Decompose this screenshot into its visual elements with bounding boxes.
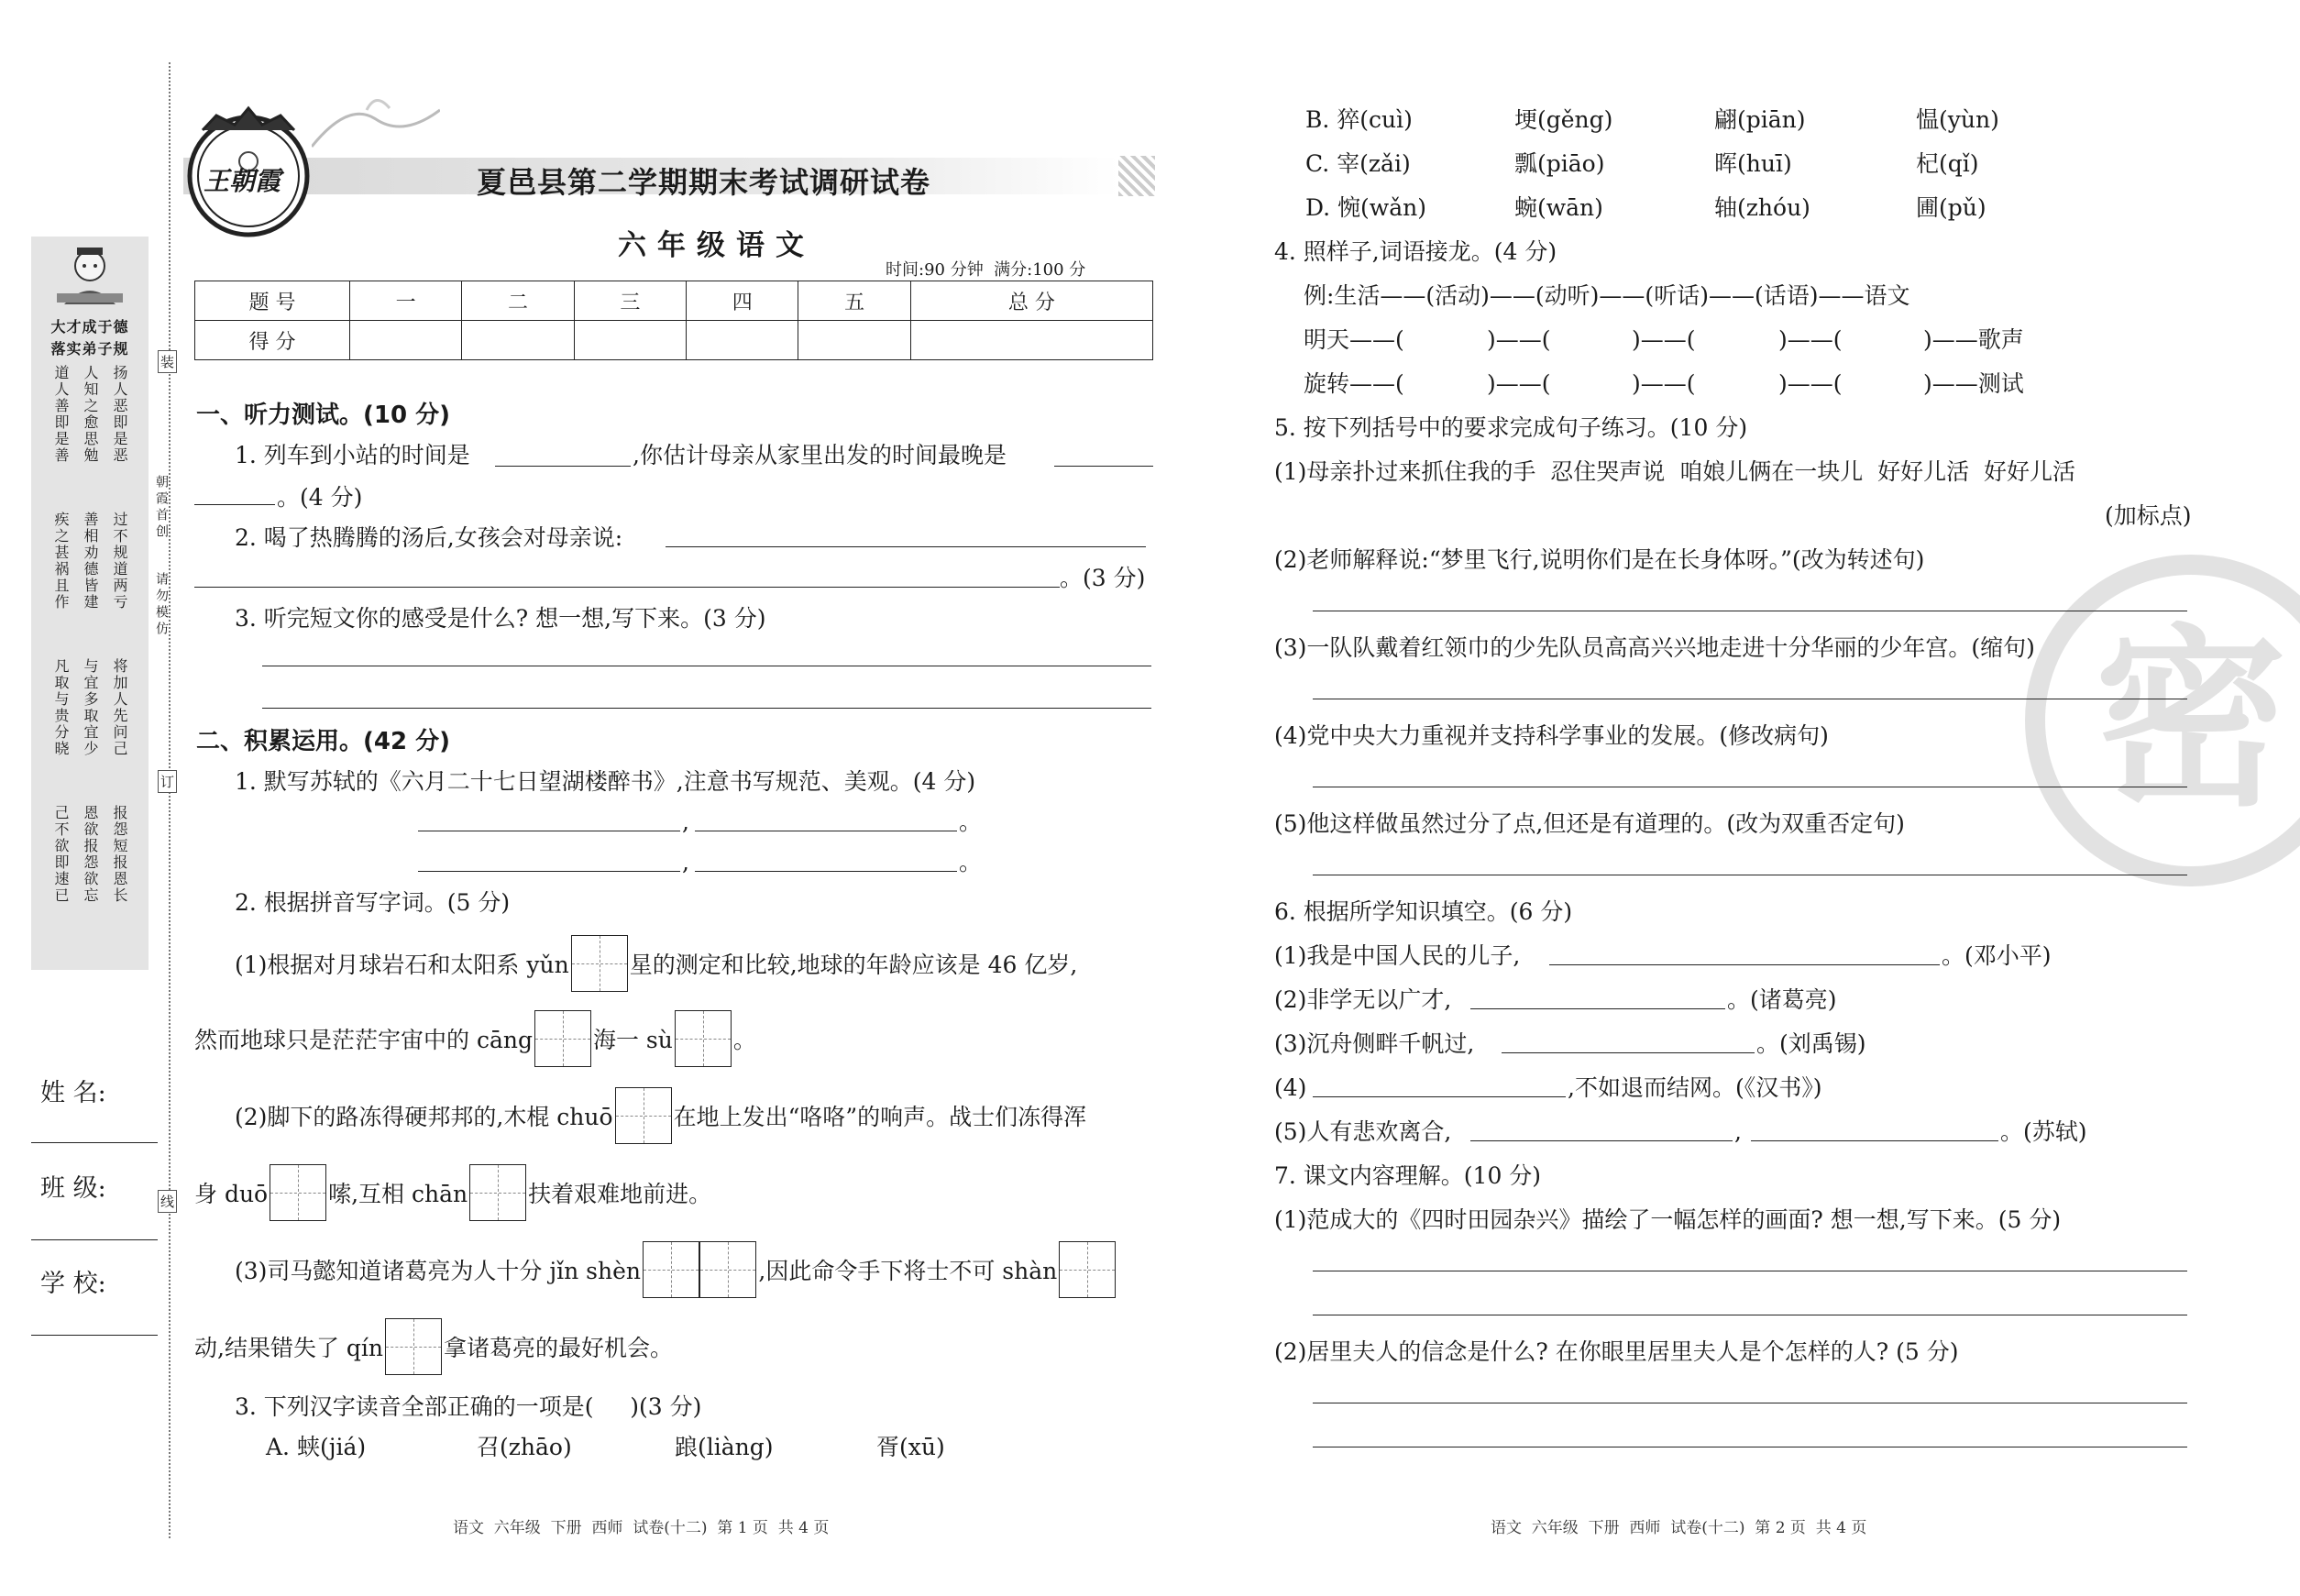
brand-logo-text: 王朝霞 <box>204 166 281 196</box>
class-line[interactable] <box>31 1239 158 1240</box>
s2-q6-5-blank-1[interactable] <box>1470 1140 1733 1141</box>
option-d-4: 圃(pǔ) <box>1916 194 1986 221</box>
s2-q2-row2 <box>194 1010 756 1067</box>
option-c-4: 杞(qǐ) <box>1916 150 1979 177</box>
scholar-illustration <box>37 240 143 314</box>
tian-grid-box[interactable] <box>469 1164 526 1221</box>
option-b-3: 翩(piān) <box>1714 106 1806 133</box>
score-cell[interactable] <box>350 321 462 360</box>
s2-q2-row3 <box>235 1087 1086 1144</box>
s2-q6-5a: (5)人有悲欢离合, <box>1274 1118 1452 1145</box>
sidebar-maxim: 己不欲即速已 <box>52 805 70 904</box>
s2-q6-5b: , <box>1734 1118 1742 1145</box>
score-cell[interactable] <box>574 321 686 360</box>
s2-q4-text: 4. 照样子,词语接龙。(4 分) <box>1274 238 1557 265</box>
tian-grid-box[interactable] <box>675 1010 732 1067</box>
option-b-1: B. 猝(cuì) <box>1305 106 1413 133</box>
s2-q6-2b: 。(诸葛亮) <box>1727 986 1837 1013</box>
s2-q2-2d: 嗦,互相 chān <box>328 1181 468 1207</box>
s2-q6-2a: (2)非学无以广才, <box>1274 986 1452 1013</box>
s1-q2-text: 2. 喝了热腾腾的汤后,女孩会对母亲说: <box>235 524 623 551</box>
option-c-1: C. 宰(zǎi) <box>1305 150 1411 177</box>
s2-q2-row1 <box>235 935 1077 992</box>
sidebar-maxim: 道人善即是善 <box>52 365 70 464</box>
s2-q5-3: (3)一队队戴着红领巾的少先队员高高兴兴地走进十分华丽的少年宫。(缩句) <box>1274 634 2035 661</box>
s2-q6-3-blank[interactable] <box>1502 1052 1755 1053</box>
s2-q1-line-3[interactable] <box>418 871 680 872</box>
copyright-note-2: 请勿模仿 <box>154 572 169 638</box>
s2-q4-sep: )——( <box>1632 370 1696 397</box>
score-cell[interactable] <box>462 321 574 360</box>
exam-subject: 六年级语文 <box>618 229 815 262</box>
s2-q4-sep: )——( <box>1778 326 1843 353</box>
class-label: 班 级: <box>40 1174 106 1203</box>
s2-q2-text: 2. 根据拼音写字词。(5 分) <box>235 889 511 916</box>
s2-q2-3d: 拿诸葛亮的最好机会。 <box>444 1335 674 1361</box>
s2-q4-example: 例:生活——(活动)——(动听)——(听话)——(话语)——语文 <box>1304 282 1910 309</box>
s2-q4-sep: )——( <box>1487 326 1551 353</box>
tian-grid-box[interactable] <box>571 935 628 992</box>
sidebar-maxim: 疾之甚祸且作 <box>52 512 70 611</box>
school-line[interactable] <box>31 1335 158 1336</box>
s1-q3-line-2[interactable] <box>262 708 1151 709</box>
s2-q6-text: 6. 根据所学知识填空。(6 分) <box>1274 898 1573 925</box>
sidebar-maxim: 善相劝德皆建 <box>82 512 99 611</box>
confidential-seal <box>2017 546 2300 895</box>
option-c-3: 晖(huī) <box>1714 150 1792 177</box>
school-label: 学 校: <box>40 1270 106 1298</box>
s2-q5-1-note: (加标点) <box>2105 502 2192 529</box>
s2-q7-text: 7. 课文内容理解。(10 分) <box>1274 1162 1542 1189</box>
sidebar-maxim: 将加人先问己 <box>111 658 128 757</box>
section2-title: 二、积累运用。(42 分) <box>196 728 450 755</box>
s2-q6-2-blank[interactable] <box>1470 1008 1725 1009</box>
s2-q4-row2-start: 旋转——( <box>1304 370 1404 397</box>
s2-q1-text: 1. 默写苏轼的《六月二十七日望湖楼醉书》,注意书写规范、美观。(4 分) <box>235 768 976 795</box>
s2-q2-row4 <box>194 1164 711 1221</box>
score-cell[interactable] <box>798 321 910 360</box>
s2-q2-3a: (3)司马懿知道诸葛亮为人十分 jǐn shèn <box>235 1258 641 1284</box>
s1-q3-text: 3. 听完短文你的感受是什么? 想一想,写下来。(3 分) <box>235 605 766 632</box>
s2-q2-2c: 身 duō <box>194 1181 269 1207</box>
score-header-cell: 总 分 <box>910 281 1152 321</box>
option-a-4: 胥(xū) <box>876 1434 945 1460</box>
option-d-2: 蜿(wān) <box>1514 194 1603 221</box>
copyright-note-1: 朝霞首创 <box>154 475 169 541</box>
s2-q7-2: (2)居里夫人的信念是什么? 在你眼里居里夫人是个怎样的人? (5 分) <box>1274 1338 1959 1365</box>
s2-q3-text: 3. 下列汉字读音全部正确的一项是( )(3 分) <box>235 1393 702 1420</box>
score-header-cell: 一 <box>350 281 462 321</box>
option-a-1: A. 蛱(jiá) <box>266 1434 367 1460</box>
s2-q4-row2-end: )——测试 <box>1923 370 2024 397</box>
score-header-cell: 五 <box>798 281 910 321</box>
s1-q1-blank-2[interactable] <box>1054 466 1153 467</box>
s2-q6-1-blank[interactable] <box>1549 964 1940 965</box>
s2-q6-5-blank-2[interactable] <box>1751 1140 1998 1141</box>
sidebar-slogan-1: 大才成于德 <box>50 318 129 336</box>
score-header-cell: 题 号 <box>195 281 350 321</box>
option-d-1: D. 惋(wǎn) <box>1305 194 1426 221</box>
option-b-4: 愠(yùn) <box>1916 106 1999 133</box>
ribbon-decoration <box>312 92 440 156</box>
s2-q6-5c: 。(苏轼) <box>2000 1118 2087 1145</box>
s1-q2-blank-2[interactable] <box>194 587 1060 588</box>
s2-q5-text: 5. 按下列括号中的要求完成句子练习。(10 分) <box>1274 414 1748 441</box>
option-a-3: 踉(liàng) <box>675 1434 774 1460</box>
s2-q4-sep: )——( <box>1778 370 1843 397</box>
s2-q2-row5 <box>235 1241 1117 1298</box>
score-header-cell: 二 <box>462 281 574 321</box>
s2-q2-1b: 星的测定和比较,地球的年龄应该是 46 亿岁, <box>629 952 1078 978</box>
binding-mark-2: 订 <box>158 770 177 793</box>
name-label: 姓 名: <box>40 1079 106 1107</box>
sidebar-slogan-2: 落实弟子规 <box>50 340 129 358</box>
tian-grid-box[interactable] <box>1059 1241 1116 1298</box>
s2-q2-1d: 海一 sù <box>592 1027 673 1053</box>
s2-q2-1c: 然而地球只是茫茫宇宙中的 cāng <box>194 1027 533 1053</box>
sidebar-maxim: 与宜多取宜少 <box>82 658 99 757</box>
s1-q1-blank-3[interactable] <box>194 504 275 505</box>
binding-mark-3: 线 <box>158 1190 177 1213</box>
score-header-cell: 四 <box>687 281 798 321</box>
s2-q5-4: (4)党中央大力重视并支持科学事业的发展。(修改病句) <box>1274 722 1829 749</box>
s2-q5-1: (1)母亲扑过来抓住我的手 忍住哭声说 咱娘儿俩在一块儿 好好儿活 好好儿活 <box>1274 458 2075 485</box>
binding-mark-1: 装 <box>158 350 177 373</box>
footer-right: 语文 六年级 下册 西师 试卷(十二) 第 2 页 共 4 页 <box>1491 1519 1867 1537</box>
s1-q1-text-2: ,你估计母亲从家里出发的时间最晚是 <box>633 442 1007 468</box>
banner-pattern <box>1118 156 1155 196</box>
score-header-cell: 三 <box>574 281 686 321</box>
score-table <box>194 281 1153 360</box>
tian-grid-box[interactable] <box>270 1164 326 1221</box>
tian-grid-box[interactable] <box>615 1087 672 1144</box>
s2-q4-row1-end: )——歌声 <box>1923 326 2024 353</box>
s1-q1-blank-1[interactable] <box>495 466 631 467</box>
s1-q1-score: 。(4 分) <box>277 484 363 511</box>
s1-q2-blank-1[interactable] <box>666 546 1146 547</box>
s2-q2-2e: 扶着艰难地前进。 <box>528 1181 712 1207</box>
sidebar-maxim: 凡取与贵分晓 <box>52 658 70 757</box>
footer-left: 语文 六年级 下册 西师 试卷(十二) 第 1 页 共 4 页 <box>453 1519 830 1537</box>
s2-q6-4a: (4) <box>1274 1074 1307 1101</box>
seal-char: 密 <box>2094 608 2288 832</box>
s2-q2-2b: 在地上发出“咯咯”的响声。战士们冻得浑 <box>673 1104 1087 1130</box>
s2-q6-3b: 。(刘禹锡) <box>1756 1030 1866 1057</box>
s1-q1-text: 1. 列车到小站的时间是 <box>235 442 470 468</box>
option-c-2: 瓢(piāo) <box>1514 150 1605 177</box>
sidebar-maxim: 过不规道两亏 <box>111 512 128 611</box>
s2-q6-4b: ,不如退而结网。(《汉书》) <box>1568 1074 1822 1101</box>
section1-title: 一、听力测试。(10 分) <box>196 402 450 429</box>
s2-q6-1b: 。(邓小平) <box>1942 942 2052 969</box>
s2-q7-1: (1)范成大的《四时田园杂兴》描绘了一幅怎样的画面? 想一想,写下来。(5 分) <box>1274 1206 2062 1233</box>
sidebar-maxim: 扬人恶即是恶 <box>111 365 128 464</box>
option-d-3: 轴(zhóu) <box>1714 194 1810 221</box>
s2-q2-2a: (2)脚下的路冻得硬邦邦的,木棍 chuō <box>235 1104 613 1130</box>
sidebar-maxim: 人知之愈思勉 <box>82 365 99 464</box>
s2-q1-period-2: 。 <box>959 849 983 875</box>
s2-q1-comma: , <box>682 809 689 835</box>
s2-q5-5: (5)他这样做虽然过分了点,但还是有道理的。(改为双重否定句) <box>1274 810 1905 837</box>
binding-line <box>169 62 171 1538</box>
s2-q2-row6 <box>194 1318 673 1375</box>
s1-q2-score: 。(3 分) <box>1060 565 1146 591</box>
sidebar-maxim: 恩欲报怨欲忘 <box>82 805 99 904</box>
score-cell[interactable] <box>687 321 798 360</box>
score-row-label: 得 分 <box>195 321 350 360</box>
name-line[interactable] <box>31 1142 158 1143</box>
s2-q6-1a: (1)我是中国人民的儿子, <box>1274 942 1521 969</box>
s2-q1-comma-2: , <box>682 849 689 875</box>
time-info: 时间:90 分钟 满分:100 分 <box>886 260 1086 280</box>
s2-q4-sep: )——( <box>1487 370 1551 397</box>
tian-grid-box[interactable] <box>534 1010 591 1067</box>
score-cell[interactable] <box>910 321 1152 360</box>
maxim-grid <box>48 365 136 952</box>
s2-q2-1e: 。 <box>732 1027 756 1053</box>
s2-q6-4-blank[interactable] <box>1313 1096 1566 1097</box>
s2-q4-row1-start: 明天——( <box>1304 326 1404 353</box>
exam-title: 夏邑县第二学期期末考试调研试卷 <box>477 165 931 200</box>
tian-grid-box[interactable] <box>385 1318 442 1375</box>
s2-q2-3c: 动,结果错失了 qín <box>194 1335 383 1361</box>
option-a-2: 召(zhāo) <box>477 1434 572 1460</box>
s2-q1-line-4[interactable] <box>695 871 957 872</box>
tian-grid-box[interactable] <box>643 1241 699 1298</box>
s2-q2-1a: (1)根据对月球岩石和太阳系 yǔn <box>235 952 569 978</box>
tian-grid-box[interactable] <box>699 1241 756 1298</box>
s2-q5-2: (2)老师解释说:“梦里飞行,说明你们是在长身体呀。”(改为转述句) <box>1274 546 1925 573</box>
s2-q2-3b: ,因此命令手下将士不可 shàn <box>758 1258 1058 1284</box>
s2-q6-3a: (3)沉舟侧畔千帆过, <box>1274 1030 1475 1057</box>
option-b-2: 埂(gěng) <box>1514 106 1613 133</box>
s2-q4-sep: )——( <box>1632 326 1696 353</box>
s2-q1-period: 。 <box>959 809 983 835</box>
sidebar-maxim: 报怨短报恩长 <box>111 805 128 904</box>
